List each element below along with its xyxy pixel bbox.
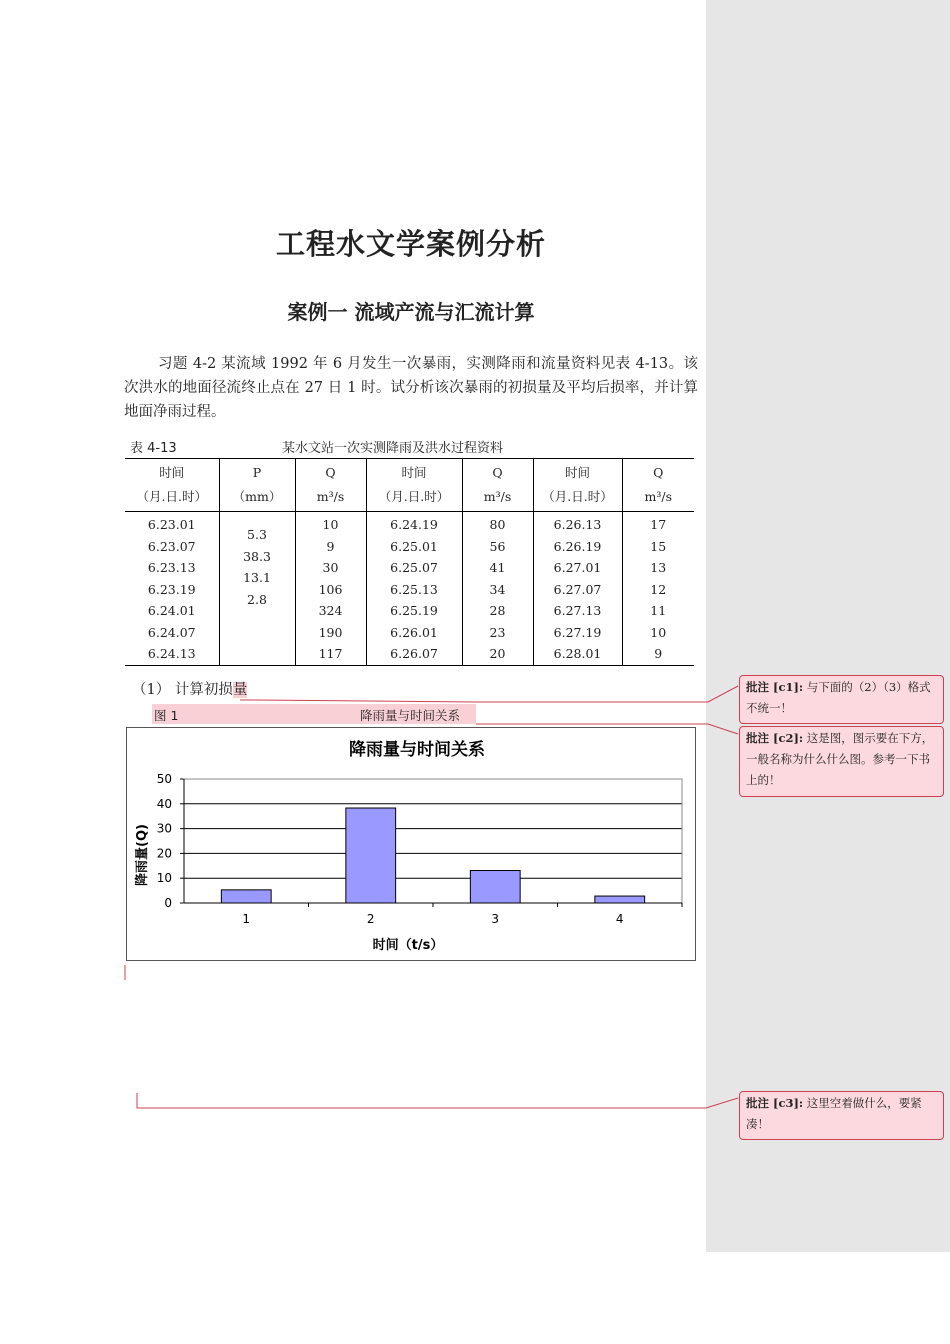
comment-c3[interactable] — [739, 1091, 944, 1140]
y-tick-label: 0 — [164, 896, 172, 910]
y-tick-label: 10 — [156, 871, 172, 886]
table-number: 表 4-13 — [130, 441, 177, 456]
y-tick-label: 30 — [156, 821, 172, 836]
comment-c3-text: 这里空着做什么，要紧凑！ — [746, 1096, 922, 1131]
problem-paragraph: 习题 4-2 某流域 1992 年 6 月发生一次暴雨，实测降雨和流量资料见表 4-13。该次洪水的地面径流终止点在 27 日 1 时。试分析该次暴雨的初损量及平均后损率，并计算地面净雨过程。 — [124, 356, 698, 420]
column-q-3: 17 15 13 12 11 10 9 — [622, 512, 694, 666]
page-title: 工程水文学案例分析 — [275, 227, 546, 261]
header-q-1: Q m³/s — [295, 459, 366, 512]
comment-c1-label: 批注 [c1]: — [746, 680, 804, 694]
comment-c1[interactable] — [739, 675, 944, 724]
column-time-3: 6.26.13 6.26.19 6.27.01 6.27.07 6.27.13 6.27.19 6.28.01 — [533, 512, 622, 666]
column-p: 5.3 38.3 13.1 2.8 — [219, 512, 295, 666]
comment-anchor-c1[interactable]: 量 — [232, 682, 248, 698]
connector-c2 — [476, 724, 738, 734]
header-time-2: 时间 （月.日.时） — [366, 459, 462, 512]
comment-c2-text: 这是图，图示要在下方，一般名称为什么什么图。参考一下书上的！ — [746, 731, 934, 787]
column-q-1: 10 9 30 106 324 190 117 — [295, 512, 366, 666]
connector-c3 — [137, 1093, 738, 1108]
header-p: P （mm） — [219, 459, 295, 512]
x-tick-label: 2 — [366, 912, 375, 926]
comment-c2-label: 批注 [c2]: — [746, 731, 804, 745]
case-subtitle: 案例一 流域产流与汇流计算 — [287, 300, 535, 324]
header-q-3: Q m³/s — [622, 459, 694, 512]
header-time-3: 时间 （月.日.时） — [533, 459, 622, 512]
comment-c1-text: 与下面的（2）（3）格式不统一！ — [746, 680, 931, 715]
y-tick-label: 20 — [156, 846, 172, 861]
step-1-text: （1） 计算初损 — [132, 682, 233, 698]
header-time-1: 时间 （月.日.时） — [125, 459, 219, 512]
header-q-2: Q m³/s — [462, 459, 533, 512]
x-tick-label: 3 — [491, 912, 500, 926]
column-time-2: 6.24.19 6.25.01 6.25.07 6.25.13 6.25.19 6.26.01 6.26.07 — [366, 512, 462, 666]
y-axis-label: 降雨量(Q) — [135, 824, 150, 886]
comment-c3-label: 批注 [c3]: — [746, 1096, 804, 1110]
chart-title: 降雨量与时间关系 — [349, 740, 485, 760]
x-tick-label: 4 — [615, 912, 624, 926]
comment-c2[interactable] — [739, 726, 944, 797]
y-tick-label: 50 — [156, 772, 172, 786]
connector-c1 — [240, 686, 738, 702]
y-tick-label: 40 — [156, 796, 172, 811]
figure-number: 图 1 — [154, 708, 179, 723]
column-q-2: 80 56 41 34 28 23 20 — [462, 512, 533, 666]
column-time-1: 6.23.01 6.23.07 6.23.13 6.23.19 6.24.01 6.24.07 6.24.13 — [125, 512, 219, 666]
x-axis-label: 时间（t/s） — [372, 938, 444, 953]
table-title: 某水文站一次实测降雨及洪水过程资料 — [282, 441, 504, 456]
x-tick-label: 1 — [242, 912, 251, 926]
figure-title: 降雨量与时间关系 — [360, 708, 461, 723]
